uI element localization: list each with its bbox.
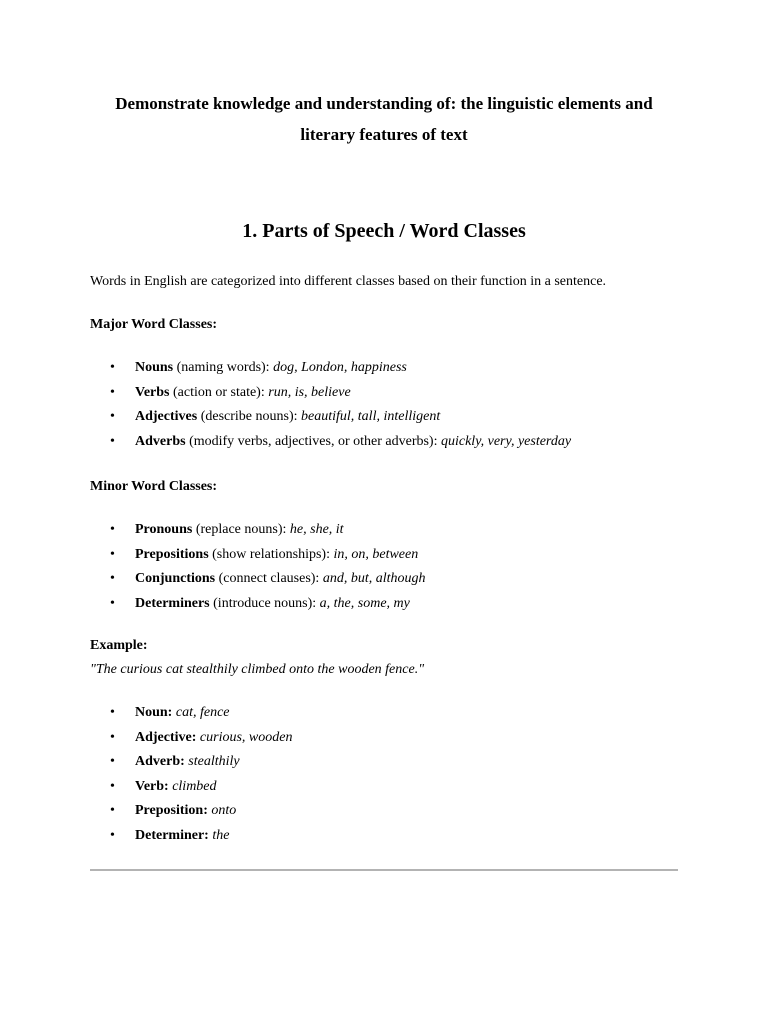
examples: a, the, some, my: [319, 595, 410, 611]
list-item-pronouns: [90, 520, 426, 545]
examples: cat, fence: [172, 705, 230, 720]
list-item-verbs: [90, 383, 571, 408]
example-heading: Example:: [90, 638, 148, 653]
description: (naming words):: [173, 360, 274, 375]
list-item-determiners: [90, 594, 426, 619]
list-item-nouns: [90, 358, 571, 383]
list-item-adverbs: [90, 432, 571, 457]
term: Nouns: [135, 360, 174, 375]
list-item-adjective: [90, 728, 292, 753]
intro-paragraph: Words in English are categorized into different classes based on their function in a sentence.: [90, 274, 607, 289]
description: (connect clauses):: [215, 571, 323, 587]
term: Prepositions: [135, 546, 209, 562]
minor-classes-heading: Minor Word Classes:: [90, 479, 218, 494]
term: Adjective:: [135, 729, 197, 745]
term: Verbs: [135, 384, 170, 400]
examples: stealthily: [184, 754, 240, 770]
list-item-determiner: [90, 826, 292, 851]
list-item-adjectives: [90, 407, 571, 432]
description: (introduce nouns):: [209, 595, 320, 611]
header-line-1: Demonstrate knowledge and understanding of: the linguistic elements and: [115, 94, 653, 113]
list-item-verb: [90, 777, 292, 802]
examples: onto: [207, 803, 237, 819]
examples: the: [208, 827, 230, 843]
list-item-preposition: [90, 801, 292, 826]
examples: in, on, between: [333, 546, 419, 562]
example-analysis-list: [90, 703, 292, 851]
document-header: [90, 88, 678, 150]
list-item-conjunctions: [90, 569, 426, 594]
term: Determiner:: [135, 827, 209, 843]
minor-classes-list: [90, 520, 426, 618]
major-classes-heading: Major Word Classes:: [90, 317, 218, 332]
description: (describe nouns):: [197, 409, 302, 425]
header-line-2: literary features of text: [300, 125, 468, 144]
examples: beautiful, tall, intelligent: [301, 409, 441, 425]
examples: run, is, believe: [268, 384, 351, 400]
term: Adverbs: [135, 433, 186, 449]
description: (modify verbs, adjectives, or other adverbs):: [185, 433, 441, 449]
list-item-prepositions: [90, 545, 426, 570]
description: (show relationships):: [208, 546, 334, 562]
list-item-adverb: [90, 752, 292, 777]
example-sentence: "The curious cat stealthily climbed onto the wooden fence.": [90, 662, 425, 677]
term: Adjectives: [135, 409, 198, 425]
description: (action or state):: [169, 384, 269, 400]
examples: curious, wooden: [196, 729, 293, 745]
examples: climbed: [168, 778, 217, 794]
examples: he, she, it: [289, 522, 344, 537]
term: Adverb:: [135, 754, 185, 770]
term: Determiners: [135, 595, 210, 611]
major-classes-list: [90, 358, 571, 456]
term: Conjunctions: [135, 571, 216, 587]
section-title: 1. Parts of Speech / Word Classes: [242, 220, 526, 242]
list-item-noun: [90, 703, 292, 728]
examples: dog, London, happiness: [273, 360, 407, 375]
description: (replace nouns):: [192, 522, 290, 537]
examples: quickly, very, yesterday: [440, 433, 572, 449]
term: Preposition:: [135, 803, 208, 819]
examples: and, but, although: [322, 571, 426, 587]
term: Noun:: [135, 705, 173, 720]
term: Pronouns: [135, 522, 193, 537]
horizontal-divider: [90, 869, 678, 871]
term: Verb:: [135, 778, 169, 794]
